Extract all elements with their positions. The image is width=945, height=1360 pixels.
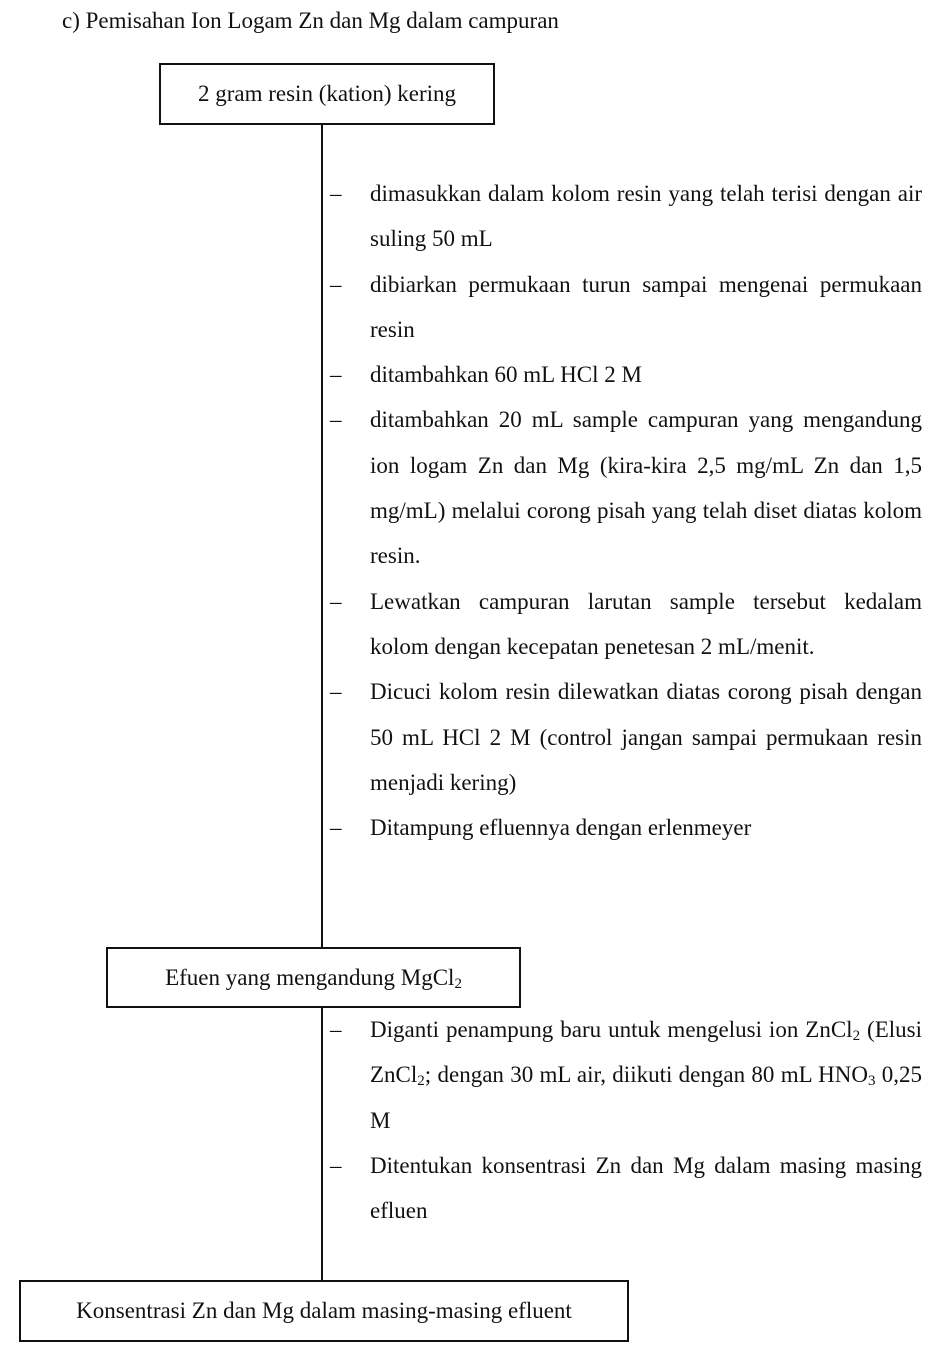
dash-bullet: – bbox=[330, 407, 342, 433]
step-text: dimasukkan dalam kolom resin yang telah terisi dengan air suling 50 mL bbox=[370, 181, 922, 252]
step-item bbox=[330, 262, 922, 353]
dash-bullet: – bbox=[330, 1152, 342, 1178]
result-box bbox=[19, 1280, 629, 1342]
dash-bullet: – bbox=[330, 1017, 342, 1042]
step-item bbox=[330, 352, 922, 397]
start-box-label: 2 gram resin (kation) kering bbox=[197, 81, 457, 106]
step-text: ditambahkan 20 mL sample campuran yang mengandung ion logam Zn dan Mg (kira-kira 2,5 mg/mL Zn dan 1,5 mg/mL) melalui corong pisah yang telah diset diatas kolom resin. bbox=[370, 407, 922, 569]
step-list-2 bbox=[330, 1007, 922, 1233]
step-item bbox=[330, 805, 922, 850]
step-item bbox=[330, 397, 922, 578]
step-item bbox=[330, 1007, 922, 1143]
dash-bullet: – bbox=[330, 588, 342, 614]
step-item bbox=[330, 669, 922, 805]
dash-bullet: – bbox=[330, 679, 342, 705]
step-text: Ditampung efluennya dengan erlenmeyer bbox=[370, 815, 752, 841]
step-text: Dicuci kolom resin dilewatkan diatas corong pisah dengan 50 mL HCl 2 M (control jangan sampai permukaan resin menjadi kering) bbox=[370, 679, 922, 795]
intermediate-box bbox=[106, 947, 521, 1008]
step-text: ditambahkan 60 mL HCl 2 M bbox=[370, 362, 642, 388]
connector-line-1 bbox=[321, 125, 323, 947]
section-heading: c) Pemisahan Ion Logam Zn dan Mg dalam campuran bbox=[62, 8, 559, 33]
dash-bullet: – bbox=[330, 362, 342, 388]
connector-line-2 bbox=[321, 1008, 323, 1280]
result-box-label: Konsentrasi Zn dan Mg dalam masing-masing efluent bbox=[76, 1298, 572, 1323]
intermediate-box-label: Efuen yang mengandung MgCl$_2$ bbox=[165, 964, 462, 992]
step-item bbox=[330, 171, 922, 262]
step-item bbox=[330, 1143, 922, 1234]
dash-bullet: – bbox=[330, 181, 342, 206]
step-text: Diganti penampung baru untuk mengelusi ion ZnCl$_2$ (Elusi ZnCl$_2$; dengan 30 mL air, diikuti dengan 80 mL $HNO_3$ 0,25 M bbox=[370, 1017, 923, 1133]
step-list-1 bbox=[330, 171, 922, 850]
step-text: Ditentukan konsentrasi Zn dan Mg dalam masing masing efluen bbox=[370, 1152, 922, 1224]
start-box bbox=[159, 63, 495, 125]
step-text: dibiarkan permukaan turun sampai mengenai permukaan resin bbox=[370, 271, 922, 342]
dash-bullet: – bbox=[330, 815, 342, 841]
step-text: Lewatkan campuran larutan sample tersebut kedalam kolom dengan kecepatan penetesan 2 mL/menit. bbox=[370, 588, 922, 659]
dash-bullet: – bbox=[330, 271, 342, 297]
step-item bbox=[330, 579, 922, 670]
